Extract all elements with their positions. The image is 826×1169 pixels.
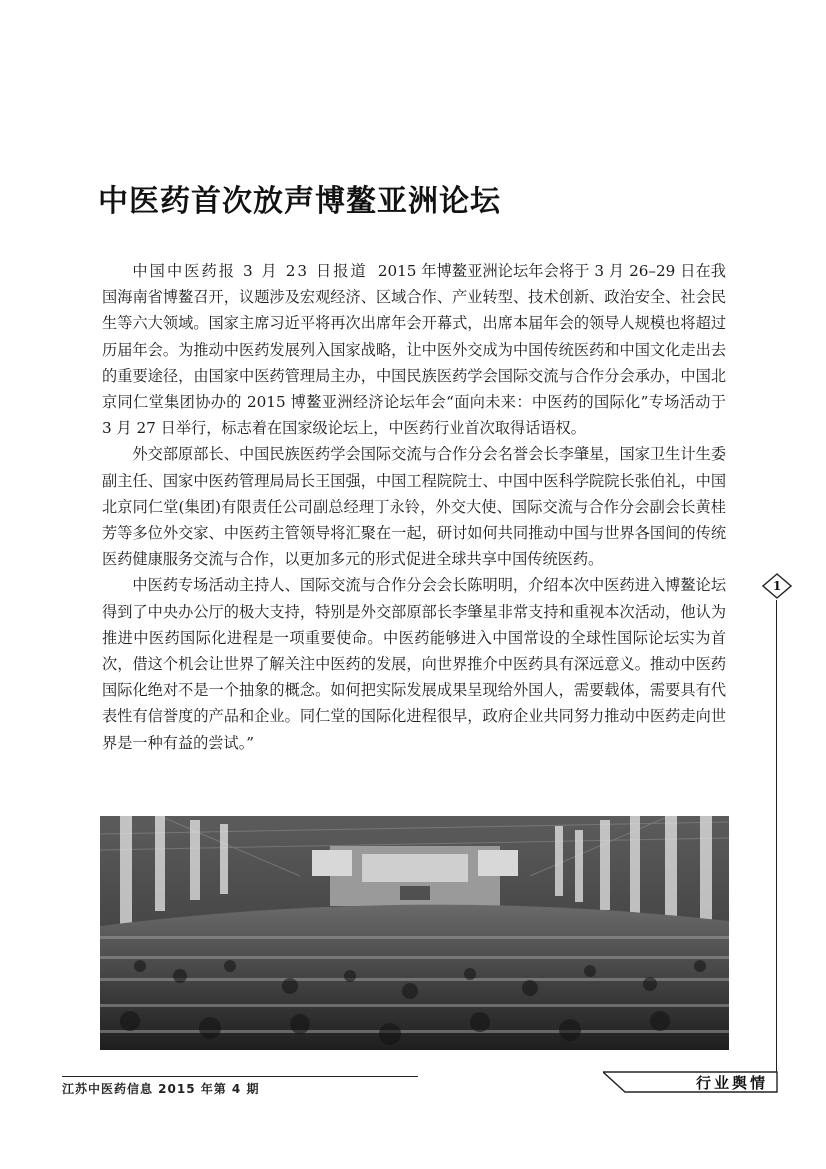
article-paragraph-2: 外交部原部长、中国民族医药学会国际交流与合作分会名誉会长李肇星，国家卫生计生委副主任、国家中医药管理局局长王国强，中国工程院院士、中国中医科学院院长张伯礼，中国北京同仁堂(集团)有限责任公司副总经理丁永铃，外交大使、国际交流与合作分会副会长黄桂芳等多位外交家、中医药主管领导将汇聚在一起，研讨如何共同推动中国与世界各国间的传统医药健康服务交流与合作，以更加多元的形式促进全球共享中国传统医药。 bbox=[102, 445, 726, 569]
paragraph-1-text: 2015 年博鳌亚洲论坛年会将于 3 月 26–29 日在我国海南省博鳌召开，议题涉及宏观经济、区域合作、产业转型、技术创新、政治安全、社会民生等六大领域。国家主席习近平将再次出席年会开幕式，出席本届年会的领导人规模也将超过历届年会。为推动中医药发展列入国家战略，让中医外交成为中国传统医药和中国文化走出去的重要途径，由国家中医药管理局主办，中国民族医药学会国际交流与合作分会承办，中国北京同仁堂集团协办的 2015 博鳌亚洲经济论坛年会“面向未来：中医药的国际化”专场活动于 3 月 27 日举行，标志着在国家级论坛上，中医药行业首次取得话语权。 bbox=[102, 262, 726, 438]
section-label: 行业舆情 bbox=[695, 1074, 768, 1092]
article-paragraph-3: 中医药专场活动主持人、国际交流与合作分会会长陈明明，介绍本次中医药进入博鳌论坛得到了中央办公厅的极大支持，特别是外交部原部长李肇星非常支持和重视本次活动，他认为推进中医药国际化进程是一项重要使命。中医药能够进入中国常设的全球性国际论坛实为首次，借这个机会让世界了解关注中医药的发展，向世界推介中医药具有深远意义。推动中医药国际化绝对不是一个抽象的概念。如何把实际发展成果呈现给外国人，需要载体，需要具有代表性有信誉度的产品和企业。同仁堂的国际化进程很早，政府企业共同努力推动中医药走向世界是一种有益的尝试。” bbox=[102, 576, 726, 752]
article-title: 中医药首次放声博鳌亚洲论坛 bbox=[98, 184, 501, 219]
margin-vertical-rule bbox=[776, 600, 777, 1091]
article-body bbox=[102, 258, 726, 756]
footer-rule bbox=[62, 1076, 418, 1077]
conference-hall-photo bbox=[100, 816, 729, 1050]
article-paragraph-1 bbox=[102, 258, 726, 441]
journal-issue: 江苏中医药信息 2015 年第 4 期 bbox=[62, 1082, 260, 1096]
news-source: 中国中医药报 3 月 23 日报道 bbox=[132, 262, 368, 280]
page-number: 1 bbox=[772, 579, 782, 593]
